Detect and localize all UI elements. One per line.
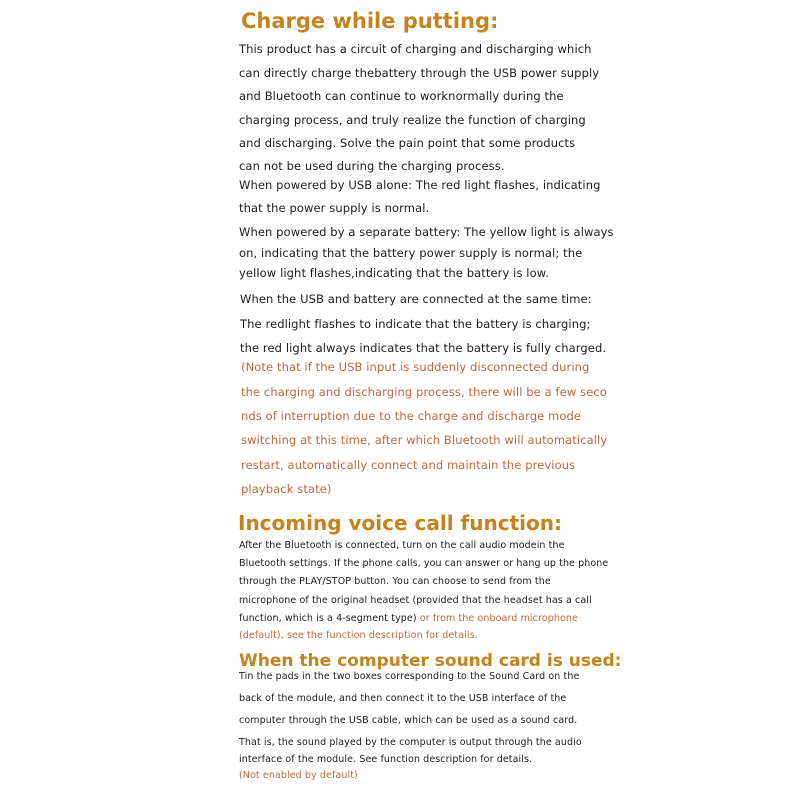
para4-line: The redlight flashes to indicate that the battery is charging; <box>240 317 591 331</box>
section-title-charge-while-putting: Charge while putting: <box>241 9 499 33</box>
note-line: switching at this time, after which Bluetooth will automatically <box>241 433 608 447</box>
para4-line: When the USB and battery are connected at the same time: <box>240 292 592 306</box>
soundcard-note: (Not enabled by default) <box>239 770 358 781</box>
para1-line: This product has a circuit of charging and discharging which <box>239 42 592 56</box>
para1-line: and Bluetooth can continue to worknormally during the <box>239 89 564 103</box>
para1-line: can not be used during the charging process. <box>239 159 505 173</box>
soundcard-line: Tin the pads in the two boxes corresponding to the Sound Card on the <box>239 671 580 682</box>
call-line: Bluetooth settings. If the phone calls, you can answer or hang up the phone <box>239 558 609 569</box>
para3-line: yellow light flashes,indicating that the battery is low. <box>239 266 549 280</box>
para3-line: on, indicating that the battery power supply is normal; the <box>239 246 583 260</box>
para1-line: charging process, and truly realize the function of charging <box>239 113 586 127</box>
para4-line: the red light always indicates that the battery is fully charged. <box>240 341 607 355</box>
call-line-note: or from the onboard microphone <box>416 613 578 624</box>
call-line: through the PLAY/STOP button. You can choose to send from the <box>239 576 551 587</box>
para1-line: can directly charge thebattery through the USB power supply <box>239 66 600 80</box>
soundcard-line: That is, the sound played by the computer is output through the audio <box>239 737 582 748</box>
para3-line: When powered by a separate battery: The yellow light is always <box>239 225 614 239</box>
section-title-incoming-voice-call: Incoming voice call function: <box>238 511 562 535</box>
para2-line: that the power supply is normal. <box>239 201 430 215</box>
section-title-computer-sound-card: When the computer sound card is used: <box>239 651 622 671</box>
soundcard-line: computer through the USB cable, which can be used as a sound card. <box>239 715 578 726</box>
call-line-text: function, which is a 4-segment type) <box>239 613 417 624</box>
note-line: restart, automatically connect and maintain the previous <box>241 458 576 472</box>
note-line: playback state) <box>241 482 332 496</box>
call-line <box>239 613 578 624</box>
note-line: (Note that if the USB input is suddenly disconnected during <box>241 360 590 374</box>
note-line: nds of interruption due to the charge and discharge mode <box>241 409 582 423</box>
para2-line: When powered by USB alone: The red light flashes, indicating <box>239 178 601 192</box>
call-line-note: (default), see the function description for details. <box>239 630 478 641</box>
call-line: microphone of the original headset (provided that the headset has a call <box>239 595 592 606</box>
soundcard-line: back of the module, and then connect it to the USB interface of the <box>239 693 567 704</box>
note-line: the charging and discharging process, there will be a few seco <box>241 385 607 399</box>
para1-line: and discharging. Solve the pain point that some products <box>239 136 576 150</box>
soundcard-line: interface of the module. See function description for details. <box>239 754 533 765</box>
call-line: After the Bluetooth is connected, turn on the call audio modein the <box>239 540 565 551</box>
